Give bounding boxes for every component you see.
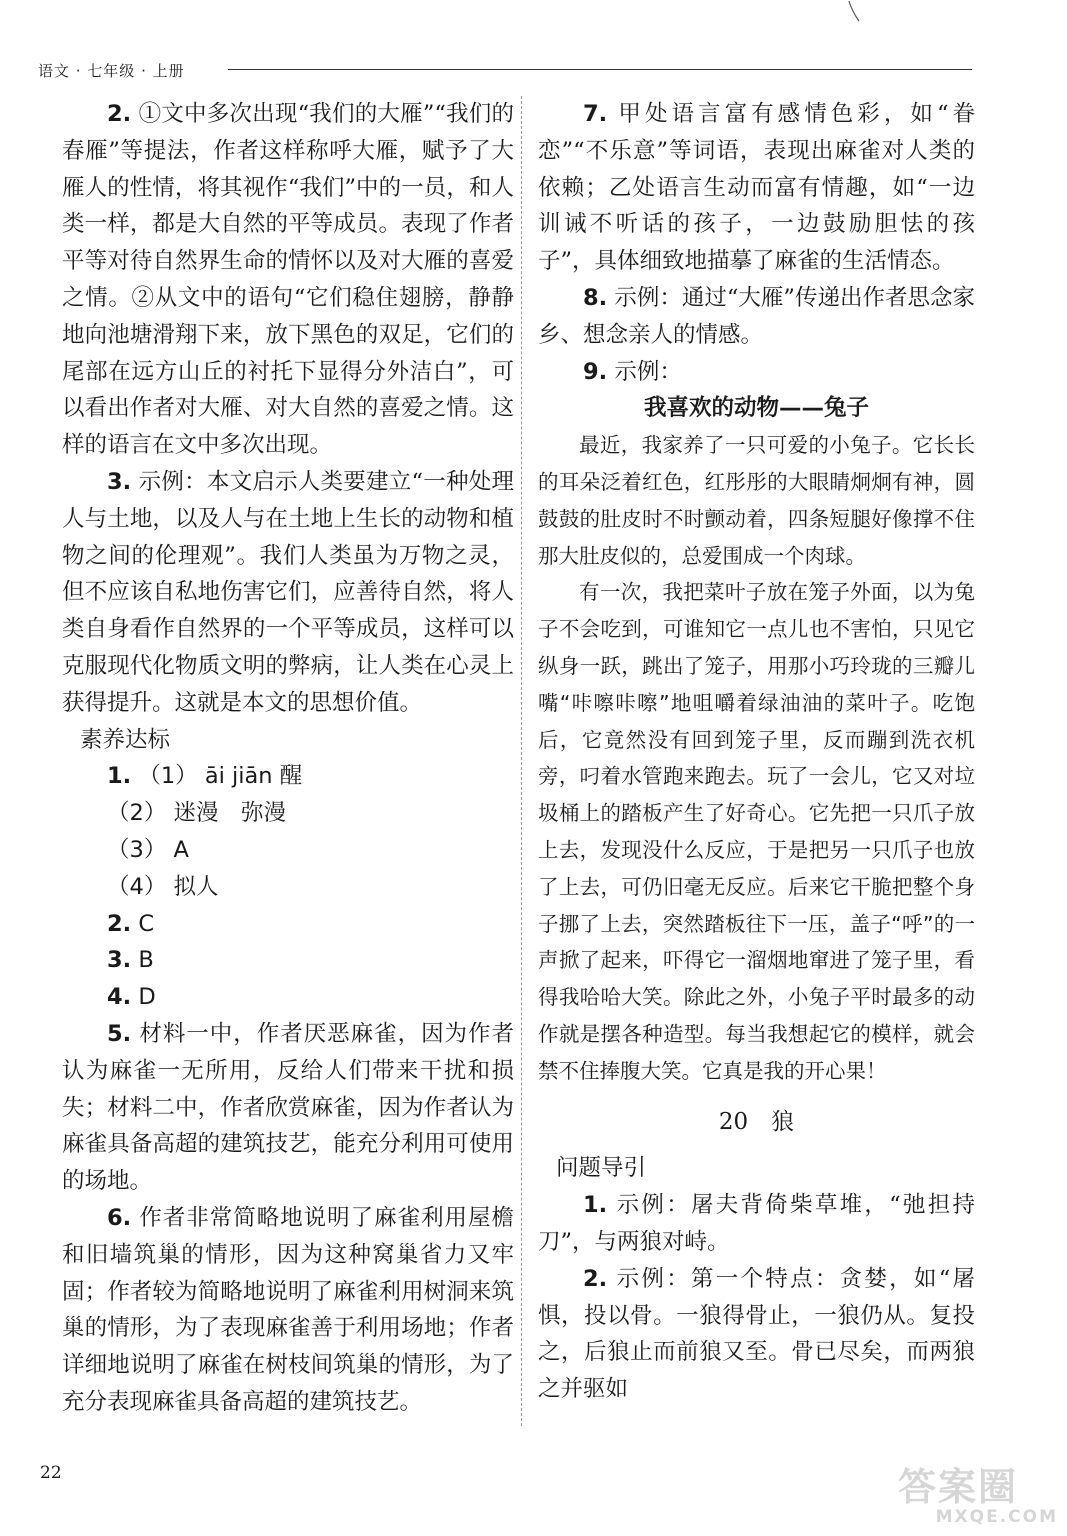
left-column — [62, 96, 514, 1421]
answer-text: 示例：第一个特点：贪婪，如“屠惧，投以骨。一狼得骨止，一狼仍从。复投之，后狼止而前狼又至。骨已尽矣，而两狼之并驱如 — [538, 1265, 975, 1403]
page-header: 语文 · 七年级 · 上册 — [38, 62, 185, 80]
answer-number: 9. — [583, 358, 608, 385]
essay-paragraph: 最近，我家养了一只可爱的小兔子。它长长的耳朵泛着红色，红彤彤的大眼睛炯炯有神，圆鼓鼓的肚皮时不时颤动着，四条短腿好像撑不住那大肚皮似的，总爱围成一个肉球。 — [538, 433, 975, 568]
answer-7 — [538, 96, 975, 280]
answer-5 — [62, 1016, 514, 1200]
answer-4-choice — [107, 979, 514, 1016]
essay-paragraph: 有一次，我把菜叶子放在笼子外面，以为兔子不会吃到，可谁知它一点儿也不害怕，只见它纵身一跃，跳出了笼子，用那小巧玲珑的三瓣儿嘴“咔嚓咔嚓”地咀嚼着绿油油的菜叶子。吃饱后，它竟然没有回到笼子里，反而蹦到洗衣机旁，叼着水管跑来跑去。玩了一会儿，它又对垃圾桶上的踏板产生了好奇心。它先把一只爪子放上去，发现没什么反应，于是把另一只爪子也放了上去，可仍旧毫无反应。后来它干脆把整个身子挪了上去，突然踏板往下一压，盖子“呼”的一声掀了起来，吓得它一溜烟地窜进了笼子里，看得我哈哈大笑。除此之外，小兔子平时最多的动作就是摆各种造型。每当我想起它的模样，就会禁不住捧腹大笑。它真是我的开心果！ — [538, 580, 975, 1083]
wolf-answer-2 — [538, 1261, 975, 1408]
watermark-text: 答案圈 — [898, 1465, 1019, 1509]
answer-text: 材料一中，作者厌恶麻雀，因为作者认为麻雀一无所用，反给人们带来干扰和损失；材料二中，作者欣赏麻雀，因为作者认为麻雀具备高超的建筑技艺，能充分利用可使用的场地。 — [62, 1020, 514, 1195]
sample-essay — [538, 427, 975, 1089]
answer-number: 3. — [107, 468, 132, 495]
answer-text: 作者非常简略地说明了麻雀利用屋檐和旧墙筑巢的情形，因为这种窝巢省力又牢固；作者较为简略地说明了麻雀利用树洞来筑巢的情形，为了表现麻雀善于利用场地；作者详细地说明了麻雀在树枝间筑巢的情形，为了充分表现麻雀具备高超的建筑技艺。 — [62, 1204, 514, 1415]
section-heading: 问题导引 — [556, 1155, 647, 1182]
answer-number: 5. — [107, 1020, 132, 1047]
watermark-url: MXQE.COM — [935, 1507, 1058, 1527]
corner-scan-mark — [848, 0, 860, 22]
answer-6 — [62, 1200, 514, 1421]
lesson-title: 20 狼 — [718, 1108, 795, 1135]
right-column — [538, 96, 975, 1408]
answer-text: 示例：本文启示人类要建立“一种处理人与土地，以及人与在土地上生长的动物和植物之间的伦理观”。我们人类虽为万物之灵，但不应该自私地伤害它们，应善待自然，将人类自身看作自然界的一个平等成员，这样可以克服现代化物质文明的弊病，让人类在心灵上获得提升。这就是本文的思想价值。 — [62, 468, 514, 716]
answer-text: B — [138, 947, 154, 974]
answer-3-choice — [107, 942, 514, 979]
answer-number: 7. — [583, 101, 608, 127]
answer-number: 8. — [583, 284, 608, 311]
answer-text: 示例：通过“大雁”传递出作者思念家乡、想念亲人的情感。 — [538, 284, 975, 348]
answer-text: （3） A — [107, 836, 189, 863]
answer-1-part-3 — [107, 832, 514, 869]
answer-3 — [62, 464, 514, 722]
essay-title: 我喜欢的动物——兔子 — [643, 395, 869, 422]
answer-number: 1. — [583, 1192, 608, 1219]
answer-9 — [538, 354, 975, 391]
answer-number: 1. — [107, 763, 132, 790]
answer-8 — [538, 280, 975, 354]
section-heading: 素养达标 — [80, 726, 171, 753]
answer-1-part-4 — [107, 869, 514, 906]
answer-text: （1） āi jiān 醒 — [138, 763, 303, 790]
answer-text: （2） 迷漫 弥漫 — [107, 800, 286, 827]
wolf-answer-1 — [538, 1187, 975, 1261]
page-number: 22 — [40, 1463, 62, 1483]
answer-text: D — [138, 984, 156, 1011]
answer-text: （4） 拟人 — [107, 873, 219, 900]
answer-number: 6. — [107, 1204, 132, 1231]
answer-text: 示例： — [614, 358, 682, 385]
answer-2 — [62, 96, 514, 464]
answer-number: 3. — [107, 947, 132, 974]
answer-text: ①文中多次出现“我们的大雁”“我们的春雁”等提法，作者这样称呼大雁，赋予了大雁人的性情，将其视作“我们”中的一员，和人类一样，都是大自然的平等成员。表现了作者平等对待自然界生命的情怀以及对大雁的喜爱之情。②从文中的语句“它们稳住翅膀，静静地向池塘滑翔下来，放下黑色的双足，它们的尾部在远方山丘的衬托下显得分外洁白”，可以看出作者对大雁、对大自然的喜爱之情。这样的语言在文中多次出现。 — [62, 101, 514, 459]
answer-number: 4. — [107, 984, 132, 1011]
answer-1-part-2 — [107, 795, 514, 832]
answer-number: 2. — [583, 1265, 608, 1292]
watermark-logo — [898, 1466, 1058, 1528]
answer-1-part-1 — [107, 758, 514, 795]
answer-text: C — [138, 910, 155, 937]
answer-2-choice — [107, 906, 514, 943]
column-divider — [521, 96, 522, 1426]
answer-text: 甲处语言富有感情色彩，如“眷恋”“不乐意”等词语，表现出麻雀对人类的依赖；乙处语言生动而富有情趣，如“一边训诫不听话的孩子，一边鼓励胆怯的孩子”，具体细致地描摹了麻雀的生活情态。 — [538, 101, 975, 275]
answer-number: 2. — [107, 101, 132, 127]
header-rule — [228, 69, 972, 70]
answer-text: 示例：屠夫背倚柴草堆，“弛担持刀”，与两狼对峙。 — [538, 1192, 975, 1255]
answer-number: 2. — [107, 910, 132, 937]
